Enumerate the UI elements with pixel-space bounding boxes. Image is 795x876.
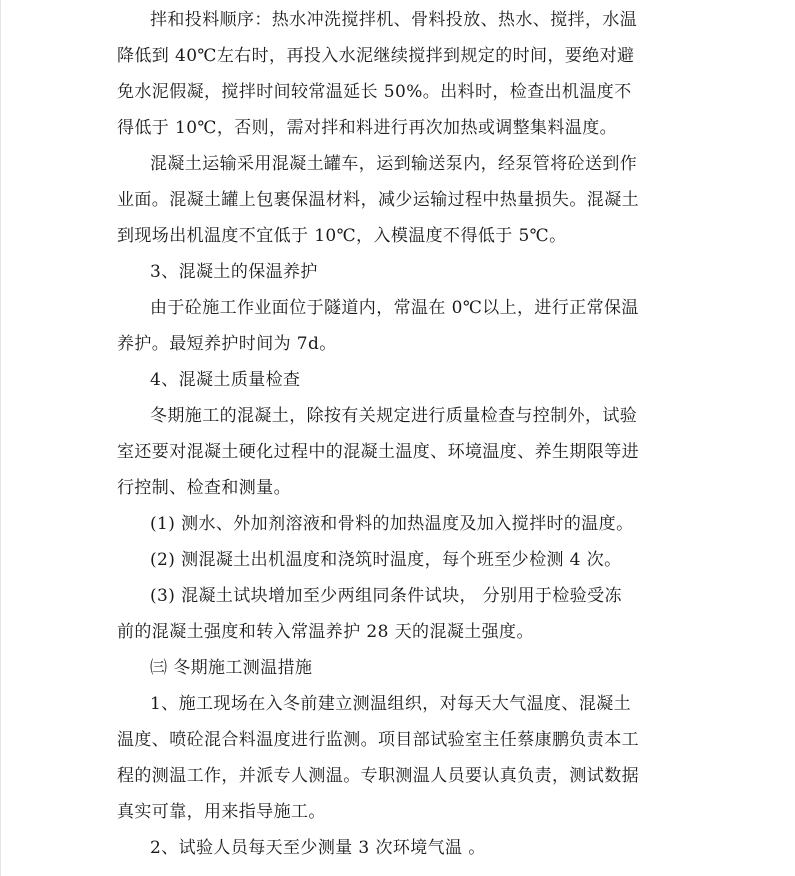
page-edge (0, 0, 1, 876)
section-heading: 4、混凝土质量检查 (150, 370, 301, 390)
paragraph-line: 免水泥假凝，搅拌时间较常温延长 50%。出料时，检查出机温度不 (117, 82, 632, 102)
paragraph-line: 混凝土运输采用混凝土罐车，运到输送泵内，经泵管将砼送到作 (150, 154, 638, 174)
paragraph-line: 2、试验人员每天至少测量 3 次环境气温 。 (150, 838, 486, 858)
paragraph-line: 室还要对混凝土硬化过程中的混凝土温度、环境温度、养生期限等进 (117, 442, 639, 462)
paragraph-line: 真实可靠，用来指导施工。 (117, 802, 326, 822)
list-item: (3) 混凝土试块增加至少两组同条件试块， 分别用于检验受冻 (150, 586, 622, 606)
paragraph-line: 得低于 10℃，否则，需对拌和料进行再次加热或调整集料温度。 (117, 118, 618, 138)
paragraph-line: 由于砼施工作业面位于隧道内，常温在 0℃以上，进行正常保温 (150, 298, 639, 318)
section-heading: 3、混凝土的保温养护 (150, 262, 318, 282)
paragraph-line: 降低到 40℃左右时，再投入水泥继续搅拌到规定的时间，要绝对避 (117, 46, 635, 66)
paragraph-line: 养护。最短养护时间为 7d。 (117, 334, 337, 354)
paragraph-line: 程的测温工作，并派专人测温。专职测温人员要认真负责，测试数据 (117, 766, 639, 786)
section-heading: ㈢ 冬期施工测温措施 (150, 658, 313, 678)
list-item: (1) 测水、外加剂溶液和骨料的加热温度及加入搅拌时的温度。 (150, 514, 634, 534)
paragraph-line: 冬期施工的混凝土，除按有关规定进行质量检查与控制外，试验 (150, 406, 638, 426)
paragraph-line: 1、施工现场在入冬前建立测温组织，对每天大气温度、混凝土 (150, 694, 632, 714)
paragraph-line: 前的混凝土强度和转入常温养护 28 天的混凝土强度。 (117, 622, 534, 642)
paragraph-line: 到现场出机温度不宜低于 10℃，入模温度不得低于 5℃。 (117, 226, 567, 246)
paragraph-line: 温度、喷砼混合料温度进行监测。项目部试验室主任蔡康鹏负责本工 (117, 730, 639, 750)
list-item: (2) 测混凝土出机温度和浇筑时温度，每个班至少检测 4 次。 (150, 550, 622, 570)
paragraph-line: 拌和投料顺序：热水冲洗搅拌机、骨料投放、热水、搅拌，水温 (150, 10, 638, 30)
paragraph-line: 业面。混凝土罐上包裹保温材料，减少运输过程中热量损失。混凝土 (117, 190, 639, 210)
paragraph-line: 行控制、检查和测量。 (117, 478, 291, 498)
